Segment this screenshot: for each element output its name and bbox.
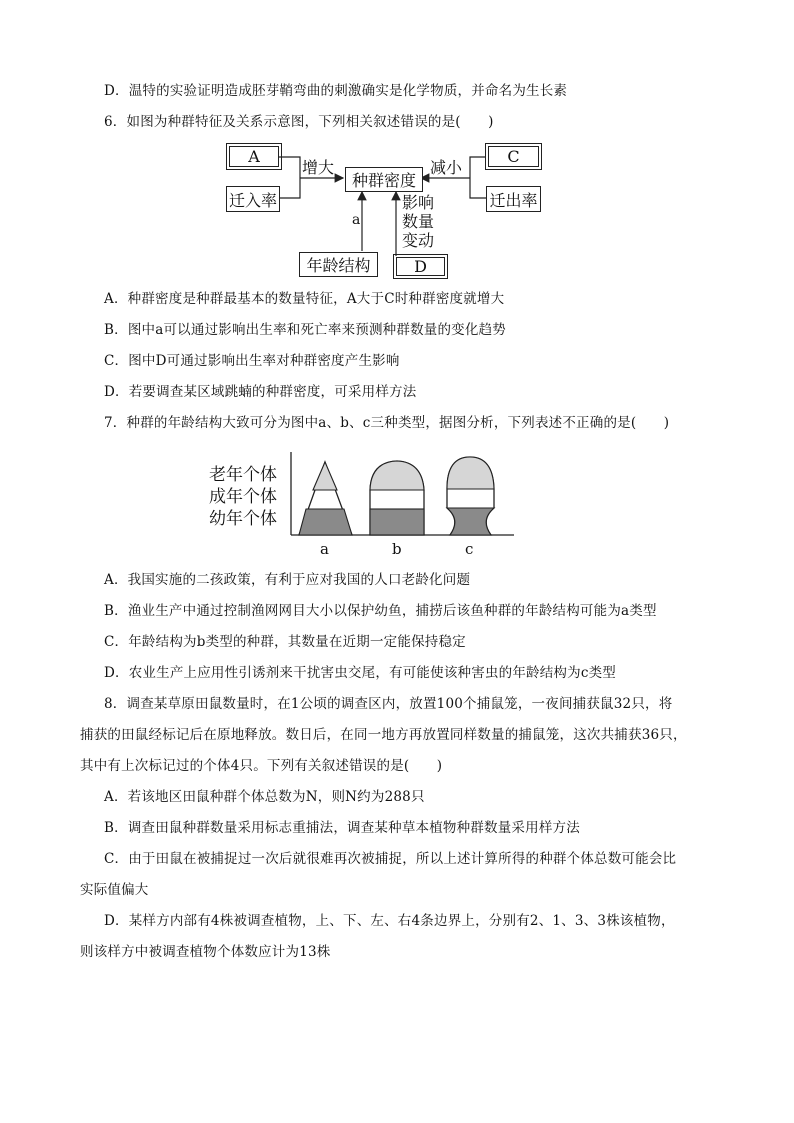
q8-option-d-1: D．某样方内部有4株被调查植物，上、下、左、右4条边界上，分别有2、1、3、3株该植物，	[104, 913, 675, 929]
question-7-stem: 7．种群的年龄结构大致可分为图中a、b、c三种类型，据图分析，下列表述不正确的是( )	[104, 415, 670, 431]
pyramid-c-label: c	[465, 540, 474, 558]
question-6-stem: 6．如图为种群特征及关系示意图，下列相关叙述错误的是( )	[104, 114, 494, 130]
q7-option-d: D．农业生产上应用性引诱剂来干扰害虫交尾，有可能使该种害虫的年龄结构为c类型	[104, 665, 616, 681]
q8-option-c-2: 实际值偏大	[80, 882, 149, 898]
increase-label: 增大	[302, 158, 335, 177]
question-8-stem-2: 捕获的田鼠经标记后在原地释放。数日后，在同一地方再放置同样数量的捕鼠笼，这次共捕获36只，	[80, 727, 687, 743]
q7-option-a: A．我国实施的二孩政策，有利于应对我国的人口老龄化问题	[104, 572, 471, 588]
q8-option-a: A．若该地区田鼠种群个体总数为N，则N约为288只	[104, 789, 425, 805]
affect-label-1: 影响	[402, 193, 435, 212]
q6-option-c: C．图中D可通过影响出生率对种群密度产生影响	[104, 353, 400, 369]
q8-option-d-2: 则该样方中被调查植物个体数应计为13株	[80, 944, 331, 960]
pyramid-a-label: a	[320, 540, 329, 558]
question-8-stem-1: 8．调查某草原田鼠数量时，在1公顷的调查区内，放置100个捕鼠笼，一夜间捕获鼠32只，将	[104, 696, 673, 712]
decrease-label: 减小	[430, 158, 463, 177]
emigration-rate-box: 迁出率	[486, 186, 541, 212]
pyramid-b-label: b	[392, 540, 402, 558]
question-8-stem-3: 其中有上次标记过的个体4只。下列有关叙述错误的是( )	[80, 758, 443, 774]
age-structure-box: 年龄结构	[299, 252, 378, 277]
young-individuals-label: 幼年个体	[209, 509, 277, 529]
pyramid-c	[447, 457, 494, 535]
q7-option-c: C．年龄结构为b类型的种群，其数量在近期一定能保持稳定	[104, 634, 466, 650]
q8-option-c-1: C．由于田鼠在被捕捉过一次后就很难再次被捕捉，所以上述计算所得的种群个体总数可能会比	[104, 851, 677, 867]
population-density-box: 种群密度	[345, 167, 423, 192]
box-c: C	[488, 146, 539, 167]
q8-option-b: B．调查田鼠种群数量采用标志重捕法，调查某种草本植物种群数量采用样方法	[104, 820, 580, 836]
old-individuals-label: 老年个体	[209, 465, 277, 485]
adult-individuals-label: 成年个体	[209, 487, 277, 507]
affect-label-3: 变动	[402, 231, 435, 250]
immigration-rate-box: 迁入率	[226, 186, 280, 212]
box-a: A	[229, 146, 279, 167]
q6-option-a: A．种群密度是种群最基本的数量特征，A大于C时种群密度就增大	[104, 291, 505, 307]
q5-option-d: D．温特的实验证明造成胚芽鞘弯曲的刺激确实是化学物质，并命名为生长素	[104, 83, 568, 99]
pyramid-a	[299, 462, 352, 535]
arrow-a-label: a	[352, 212, 361, 228]
q6-option-b: B．图中a可以通过影响出生率和死亡率来预测种群数量的变化趋势	[104, 322, 506, 338]
q7-option-b: B．渔业生产中通过控制渔网网目大小以保护幼鱼，捕捞后该鱼种群的年龄结构可能为a类型	[104, 603, 657, 619]
box-d: D	[396, 257, 445, 276]
affect-label-2: 数量	[402, 212, 435, 231]
q6-option-d: D．若要调查某区域跳蝻的种群密度，可采用样方法	[104, 384, 417, 400]
pyramid-b	[370, 461, 424, 535]
